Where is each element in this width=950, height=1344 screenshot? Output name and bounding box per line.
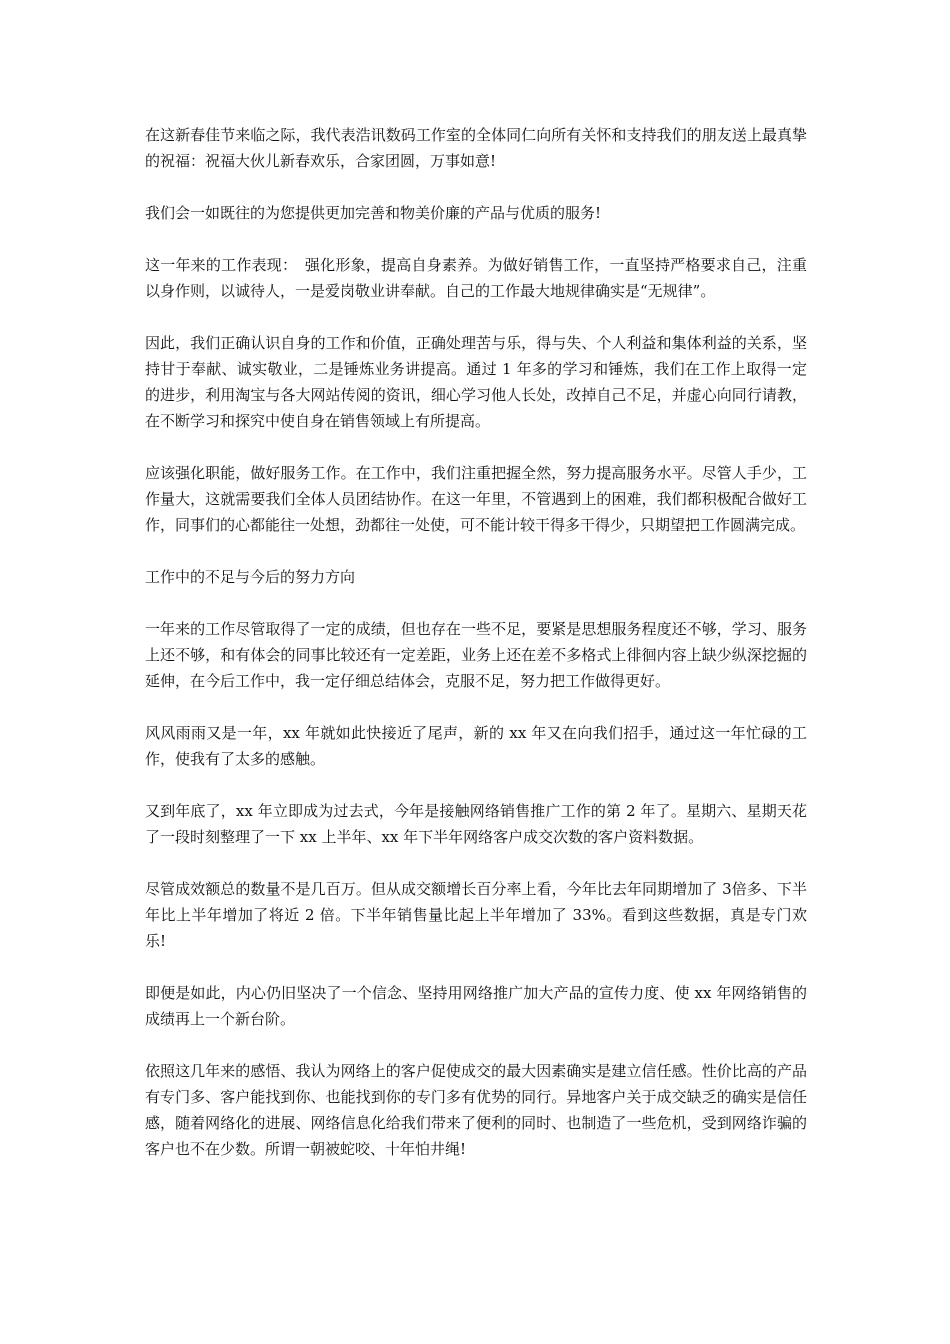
paragraph-trust: 依照这几年来的感悟、我认为网络上的客户促使成交的最大因素确实是建立信任感。性价比高的产品有专门多、客户能找到你、也能找到你的专门多有优势的同行。异地客户关于成交缺乏的确实是信任感，随着网络化的进展、网络信息化给我们带来了便利的同时、也制造了一些危机，受到网络诈骗的客户也不在少数。所谓一朝被蛇咬、十年怕井绳! xyxy=(145,1062,807,1158)
paragraph-sales-growth: 尽管成效额总的数量不是几百万。但从成交额增长百分率上看，今年比去年同期增加了 3倍多、下半年比上半年增加了将近 2 倍。下半年销售量比起上半年增加了 33%。看到这些数据，真是专门欢乐! xyxy=(145,880,807,950)
paragraph-service-promise: 我们会一如既往的为您提供更加完善和物美价廉的产品与优质的服务! xyxy=(145,204,602,222)
paragraph-shortcomings: 一年来的工作尽管取得了一定的成绩，但也存在一些不足，要紧是思想服务程度还不够，学习、服务上还不够，和有体会的同事比较还有一定差距，业务上还在差不多格式上徘徊内容上缺少纵深挖掘的延伸，在今后工作中，我一定仔细总结体会，克服不足，努力把工作做得更好。 xyxy=(145,620,807,690)
paragraph-year-end: 又到年底了，xx 年立即成为过去式，今年是接触网络销售推广工作的第 2 年了。星期六、星期天花了一段时刻整理了一下 xx 上半年、xx 年下半年网络客户成交次数的客户资料数据。 xyxy=(145,802,807,846)
paragraph-year-review: 风风雨雨又是一年，xx 年就如此快接近了尾声，新的 xx 年又在向我们招手，通过这一年忙碌的工作，使我有了太多的感触。 xyxy=(145,724,807,768)
paragraph-service-function: 应该强化职能，做好服务工作。在工作中，我们注重把握全然，努力提高服务水平。尽管人手少，工作量大，这就需要我们全体人员团结协作。在这一年里，不管遇到上的困难，我们都积极配合做好工作，同事们的心都能往一处想，劲都往一处使，可不能计较干得多干得少，只期望把工作圆满完成。 xyxy=(145,464,807,534)
paragraph-work-performance: 这一年来的工作表现： 强化形象，提高自身素养。为做好销售工作，一直坚持严格要求自己，注重以身作则，以诚待人，一是爱岗敬业讲奉献。自己的工作最大地规律确实是“无规律”。 xyxy=(145,256,807,300)
section-heading-shortcomings: 工作中的不足与今后的努力方向 xyxy=(145,568,356,586)
paragraph-belief: 即便是如此，内心仍旧坚决了一个信念、坚持用网络推广加大产品的宣传力度、使 xx 年网络销售的成绩再上一个新台阶。 xyxy=(145,984,807,1028)
paragraph-self-recognition: 因此，我们正确认识自身的工作和价值，正确处理苦与乐，得与失、个人利益和集体利益的关系，坚持甘于奉献、诚实敬业，二是锤炼业务讲提高。通过 1 年多的学习和锤炼，我们在工作上取得一定的进步，利用淘宝与各大网站传阅的资讯，细心学习他人长处，改掉自己不足，并虚心向同行请教，在不断学习和探究中使自身在销售领域上有所提高。 xyxy=(145,334,807,430)
document-body xyxy=(145,122,807,1188)
paragraph-greeting: 在这新春佳节来临之际，我代表浩讯数码工作室的全体同仁向所有关怀和支持我们的朋友送上最真挚的祝福：祝福大伙儿新春欢乐，合家团圆，万事如意! xyxy=(145,126,807,170)
